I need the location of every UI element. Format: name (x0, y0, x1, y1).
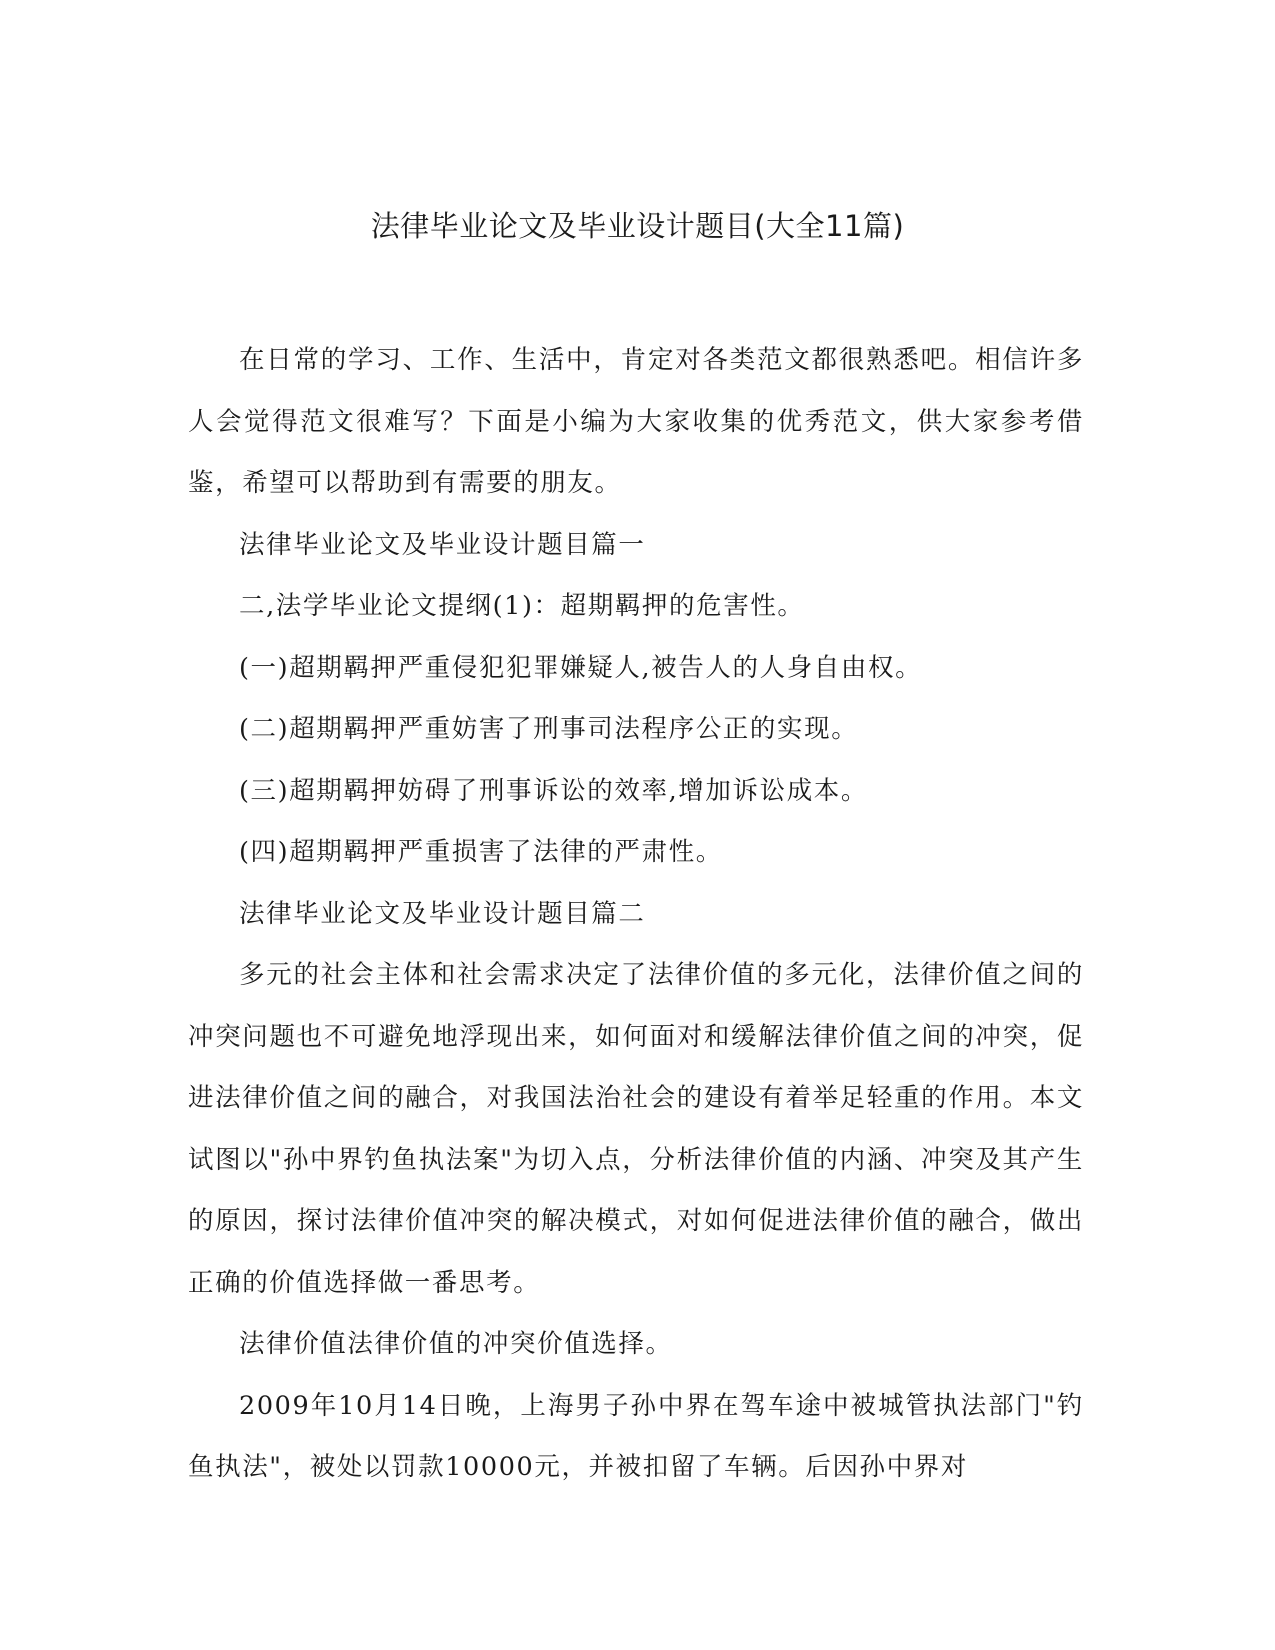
outline-item-1: (一)超期羁押严重侵犯犯罪嫌疑人,被告人的人身自由权。 (239, 652, 923, 683)
outline-item-4: (四)超期羁押严重损害了法律的严肃性。 (239, 837, 723, 867)
case-paragraph: 2009年10月14日晚，上海男子孙中界在驾车途中被城管执法部门"钓鱼执法"，被处以罚款10000元，并被扣留了车辆。后因孙中界对 (188, 1390, 1084, 1482)
abstract-paragraph: 多元的社会主体和社会需求决定了法律价值的多元化，法律价值之间的冲突问题也不可避免地浮现出来，如何面对和缓解法律价值之间的冲突，促进法律价值之间的融合，对我国法治社会的建设有着举足轻重的作用。本文试图以"孙中界钓鱼执法案"为切入点，分析法律价值的内涵、冲突及其产生的原因，探讨法律价值冲突的解决模式，对如何促进法律价值的融合，做出正确的价值选择做一番思考。 (188, 960, 1084, 1298)
keywords-paragraph: 法律价值法律价值的冲突价值选择。 (239, 1329, 673, 1359)
intro-paragraph: 在日常的学习、工作、生活中，肯定对各类范文都很熟悉吧。相信许多人会觉得范文很难写？下面是小编为大家收集的优秀范文，供大家参考借鉴，希望可以帮助到有需要的朋友。 (188, 345, 1084, 498)
document-title: 法律毕业论文及毕业设计题目(大全11篇) (370, 209, 905, 243)
outline-item-2: (二)超期羁押严重妨害了刑事司法程序公正的实现。 (239, 714, 859, 744)
document-body (188, 330, 1084, 1499)
outline-item-3: (三)超期羁押妨碍了刑事诉讼的效率,增加诉讼成本。 (239, 775, 869, 806)
section-heading-2: 法律毕业论文及毕业设计题目篇二 (239, 898, 646, 929)
section-heading-1: 法律毕业论文及毕业设计题目篇一 (239, 529, 646, 560)
outline-heading: 二,法学毕业论文提纲(1)：超期羁押的危害性。 (239, 591, 805, 621)
